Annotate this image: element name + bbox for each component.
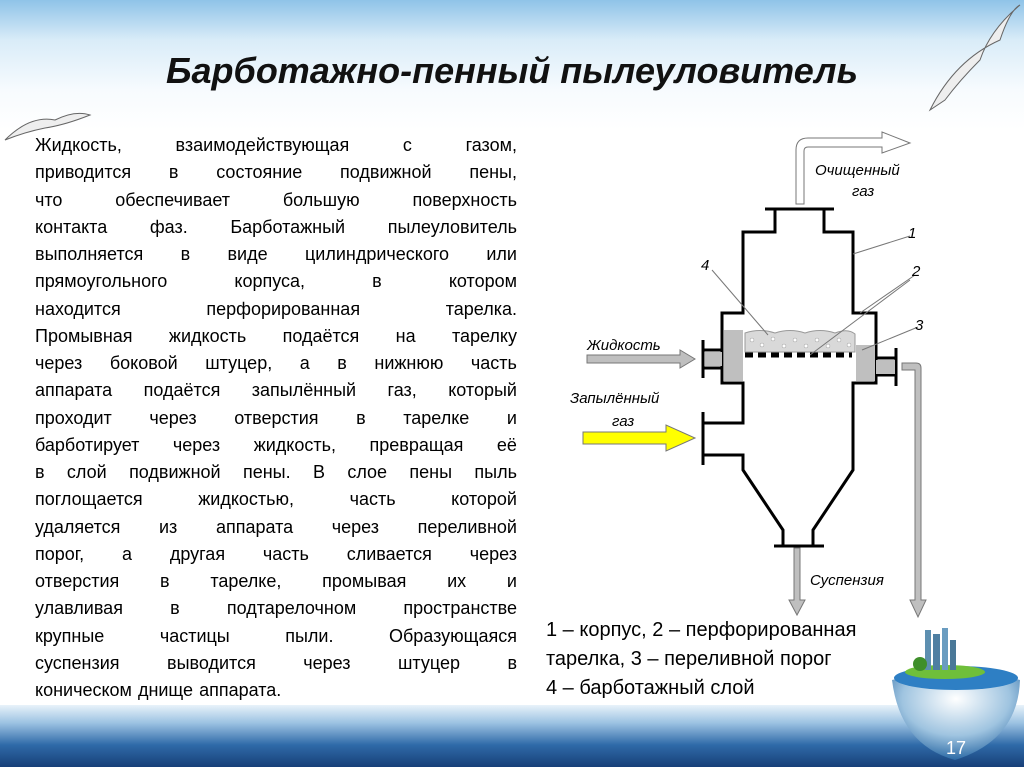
word: частицы bbox=[159, 625, 230, 646]
word: переливной bbox=[417, 516, 517, 537]
word: в bbox=[507, 652, 517, 673]
word: запылённый bbox=[251, 380, 357, 401]
word: а bbox=[121, 543, 132, 564]
word: жидкостью, bbox=[198, 489, 295, 510]
word: отверстия bbox=[234, 407, 319, 428]
word: выполняется bbox=[35, 244, 144, 264]
word: в bbox=[170, 598, 180, 619]
page-number: 17 bbox=[946, 738, 967, 758]
word: перфорированная bbox=[206, 298, 361, 319]
word: с bbox=[402, 135, 412, 155]
word: штуцер, bbox=[205, 353, 273, 373]
diagram-caption bbox=[546, 616, 856, 703]
word: слое bbox=[347, 462, 388, 482]
label-1: 1 bbox=[908, 225, 917, 242]
word: фаз. bbox=[149, 216, 188, 237]
word: нижнюю bbox=[374, 353, 444, 373]
label-2: 2 bbox=[912, 263, 921, 280]
word: проходит bbox=[35, 407, 112, 428]
word: цилиндрического bbox=[304, 244, 450, 264]
word: что bbox=[35, 189, 63, 210]
word: тарелка. bbox=[445, 298, 517, 319]
word: днище bbox=[137, 680, 194, 700]
word: прямоугольного bbox=[35, 271, 168, 292]
word: превращая bbox=[369, 434, 464, 455]
word: которой bbox=[451, 489, 517, 510]
word: барботирует bbox=[35, 434, 140, 455]
word: тарелке bbox=[403, 407, 470, 428]
word: порог, bbox=[35, 543, 85, 564]
word: в bbox=[180, 244, 191, 264]
word: котором bbox=[448, 271, 517, 292]
word: Жидкость, bbox=[35, 135, 122, 155]
word: или bbox=[486, 244, 517, 264]
dusty-gas-arrow bbox=[583, 425, 695, 451]
word: и bbox=[506, 407, 517, 428]
label-dusty-gas-2: газ bbox=[612, 413, 635, 430]
word: пыль bbox=[474, 462, 517, 482]
word: а bbox=[299, 353, 310, 373]
label-dusty-gas: Запылённый bbox=[570, 390, 660, 407]
word: пены, bbox=[469, 162, 517, 183]
slide-title: Барботажно-пенный пылеуловитель bbox=[166, 50, 858, 91]
word: из bbox=[159, 516, 178, 537]
word: улавливая bbox=[35, 598, 123, 619]
label-suspension: Суспензия bbox=[810, 572, 884, 589]
word: корпуса, bbox=[234, 271, 306, 292]
word: в bbox=[356, 407, 366, 428]
word: Барботажный bbox=[230, 216, 346, 237]
word: подаётся bbox=[282, 325, 360, 346]
caption-line: 4 – барботажный слой bbox=[546, 677, 755, 699]
word: подвижной bbox=[340, 162, 432, 183]
word: газ, bbox=[387, 380, 417, 401]
word: через bbox=[149, 407, 197, 428]
word: её bbox=[496, 434, 517, 455]
word: выводится bbox=[167, 652, 256, 673]
word: штуцер bbox=[397, 652, 460, 673]
word: тарелку bbox=[451, 325, 517, 346]
overflow-pipe-arrow bbox=[902, 363, 926, 617]
word: боковой bbox=[109, 353, 178, 373]
word: в bbox=[168, 162, 179, 183]
word: приводится bbox=[35, 162, 132, 183]
word: поглощается bbox=[35, 489, 143, 510]
word: и bbox=[506, 571, 517, 591]
word: часть bbox=[349, 489, 396, 510]
word: подаётся bbox=[143, 380, 221, 401]
word: удаляется bbox=[35, 516, 121, 537]
word: их bbox=[447, 571, 467, 591]
word: аппарата bbox=[35, 380, 113, 401]
word: большую bbox=[282, 189, 360, 210]
word: часть bbox=[262, 543, 309, 564]
caption-line: 1 – корпус, 2 – перфорированная bbox=[546, 619, 857, 641]
word: пены. bbox=[242, 462, 291, 482]
suspension-arrow bbox=[789, 548, 805, 615]
word: поверхность bbox=[412, 189, 517, 210]
word: в bbox=[372, 271, 382, 292]
word: аппарата. bbox=[199, 680, 282, 700]
word: промывая bbox=[322, 571, 407, 591]
word: пространстве bbox=[403, 598, 517, 619]
label-3: 3 bbox=[915, 317, 924, 334]
word: слой bbox=[66, 462, 107, 482]
word: отверстия bbox=[35, 571, 120, 591]
label-liquid: Жидкость bbox=[587, 337, 661, 354]
label-clean-gas-2: газ bbox=[852, 183, 875, 200]
label-4: 4 bbox=[701, 257, 710, 274]
word: пены bbox=[409, 462, 453, 482]
word: через bbox=[469, 543, 517, 564]
word: тарелке, bbox=[210, 571, 282, 591]
word: контакта bbox=[35, 216, 108, 237]
word: подвижной bbox=[129, 462, 221, 482]
word: через bbox=[331, 516, 380, 537]
label-clean-gas: Очищенный bbox=[815, 162, 900, 179]
word: коническом bbox=[35, 680, 132, 700]
word: В bbox=[312, 462, 325, 482]
word: газом, bbox=[465, 135, 517, 155]
word: Промывная bbox=[35, 325, 133, 346]
word: аппарата bbox=[215, 516, 294, 537]
word: часть bbox=[470, 353, 517, 373]
word: в bbox=[337, 353, 347, 373]
word: другая bbox=[169, 543, 226, 564]
word: Образующаяся bbox=[388, 625, 517, 646]
word: виде bbox=[227, 244, 268, 264]
word: в bbox=[160, 571, 170, 591]
caption-line: тарелка, 3 – переливной порог bbox=[546, 648, 832, 670]
word: состояние bbox=[216, 162, 303, 183]
word: через bbox=[35, 353, 83, 373]
word: крупные bbox=[35, 625, 105, 646]
word: через bbox=[303, 652, 351, 673]
word: на bbox=[395, 325, 416, 346]
word: суспензия bbox=[35, 652, 120, 673]
word: сливается bbox=[346, 543, 432, 564]
word: подтарелочном bbox=[226, 598, 357, 619]
word: пылеуловитель bbox=[387, 216, 517, 237]
word: обеспечивает bbox=[115, 189, 231, 210]
word: жидкость bbox=[168, 325, 247, 346]
word: взаимодействующая bbox=[175, 135, 350, 155]
word: жидкость, bbox=[253, 434, 336, 455]
word: пыли. bbox=[285, 625, 334, 646]
word: в bbox=[35, 462, 45, 482]
word: находится bbox=[35, 298, 121, 319]
word: который bbox=[448, 380, 517, 401]
word: через bbox=[172, 434, 221, 455]
